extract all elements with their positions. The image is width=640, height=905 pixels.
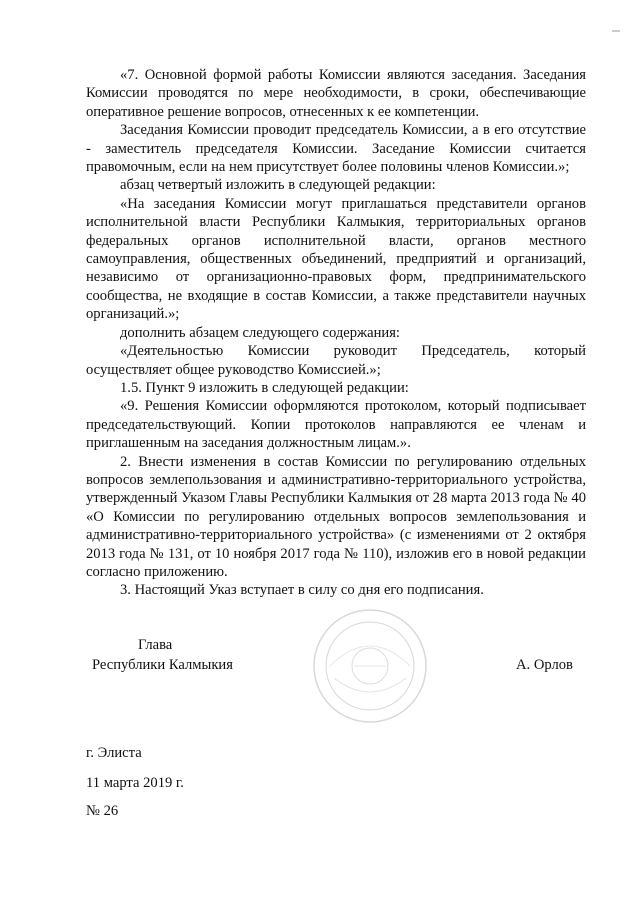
signatory-name: А. Орлов xyxy=(516,657,573,673)
paragraph-item-2-composition: 2. Внести изменения в состав Комиссии по регулированию отдельных вопросов землепользования и административно-территориального устройства, утвержденный Указом Главы Республики Калмыкия от 28 марта 2013 года № 40 «О Комиссии по регулированию отдельных вопросов землепользования и административно-территориального устройства» (с изменениями от 2 октября 2013 года № 131, от 10 ноября 2017 года № 110), изложив его в новой редакции согласно приложению. xyxy=(86,453,586,580)
footer-number: № 26 xyxy=(86,803,119,819)
paragraph-item-3-effective: 3. Настоящий Указ вступает в силу со дня его подписания. xyxy=(120,582,484,599)
document-body xyxy=(86,66,586,600)
signatory-title: Глава xyxy=(138,637,173,653)
paragraph-meetings-chair: Заседания Комиссии проводит председатель Комиссии, а в его отсутствие - заместитель председателя Комиссии. Заседание Комиссии считается правомочным, если на нем присутствует более половины членов Комиссии.»; xyxy=(86,122,586,176)
paragraph-amend-fourth: абзац четвертый изложить в следующей редакции: xyxy=(120,177,436,194)
signatory-title-republic: Республики Калмыкия xyxy=(92,657,233,673)
paragraph-invited-representatives: «На заседания Комиссии могут приглашаться представители органов исполнительной власти Республики Калмыкия, территориальных органов федеральных органов исполнительной власти, органов местного самоуправления, общественных объединений, предприятий и организаций, независимо от организационно-правовых форм, предпринимательского сообщества, не входящие в состав Комиссии, а также представители научных организаций.»; xyxy=(86,195,586,323)
paragraph-item-7: «7. Основной формой работы Комиссии являются заседания. Заседания Комиссии проводятся по мере необходимости, в сроки, обеспечивающие оперативное решение вопросов, отнесенных к ее компетенции. xyxy=(86,67,586,120)
footer-city: г. Элиста xyxy=(86,745,142,761)
signature-block xyxy=(0,636,640,706)
paragraph-add-clause: дополнить абзацем следующего содержания: xyxy=(120,324,400,341)
footer-date: 11 марта 2019 г. xyxy=(86,775,184,791)
paragraph-item-9-decisions: «9. Решения Комиссии оформляются протоколом, который подписывает председательствующий. Копии протоколов направляются ее членам и приглашенным на заседания должностным лицам.». xyxy=(86,398,586,452)
scan-mark xyxy=(612,30,620,32)
paragraph-item-1-5: 1.5. Пункт 9 изложить в следующей редакции: xyxy=(120,379,409,396)
paragraph-chairman-leads: «Деятельностью Комиссии руководит Председатель, который осуществляет общее руководство Комиссией.»; xyxy=(86,343,586,378)
